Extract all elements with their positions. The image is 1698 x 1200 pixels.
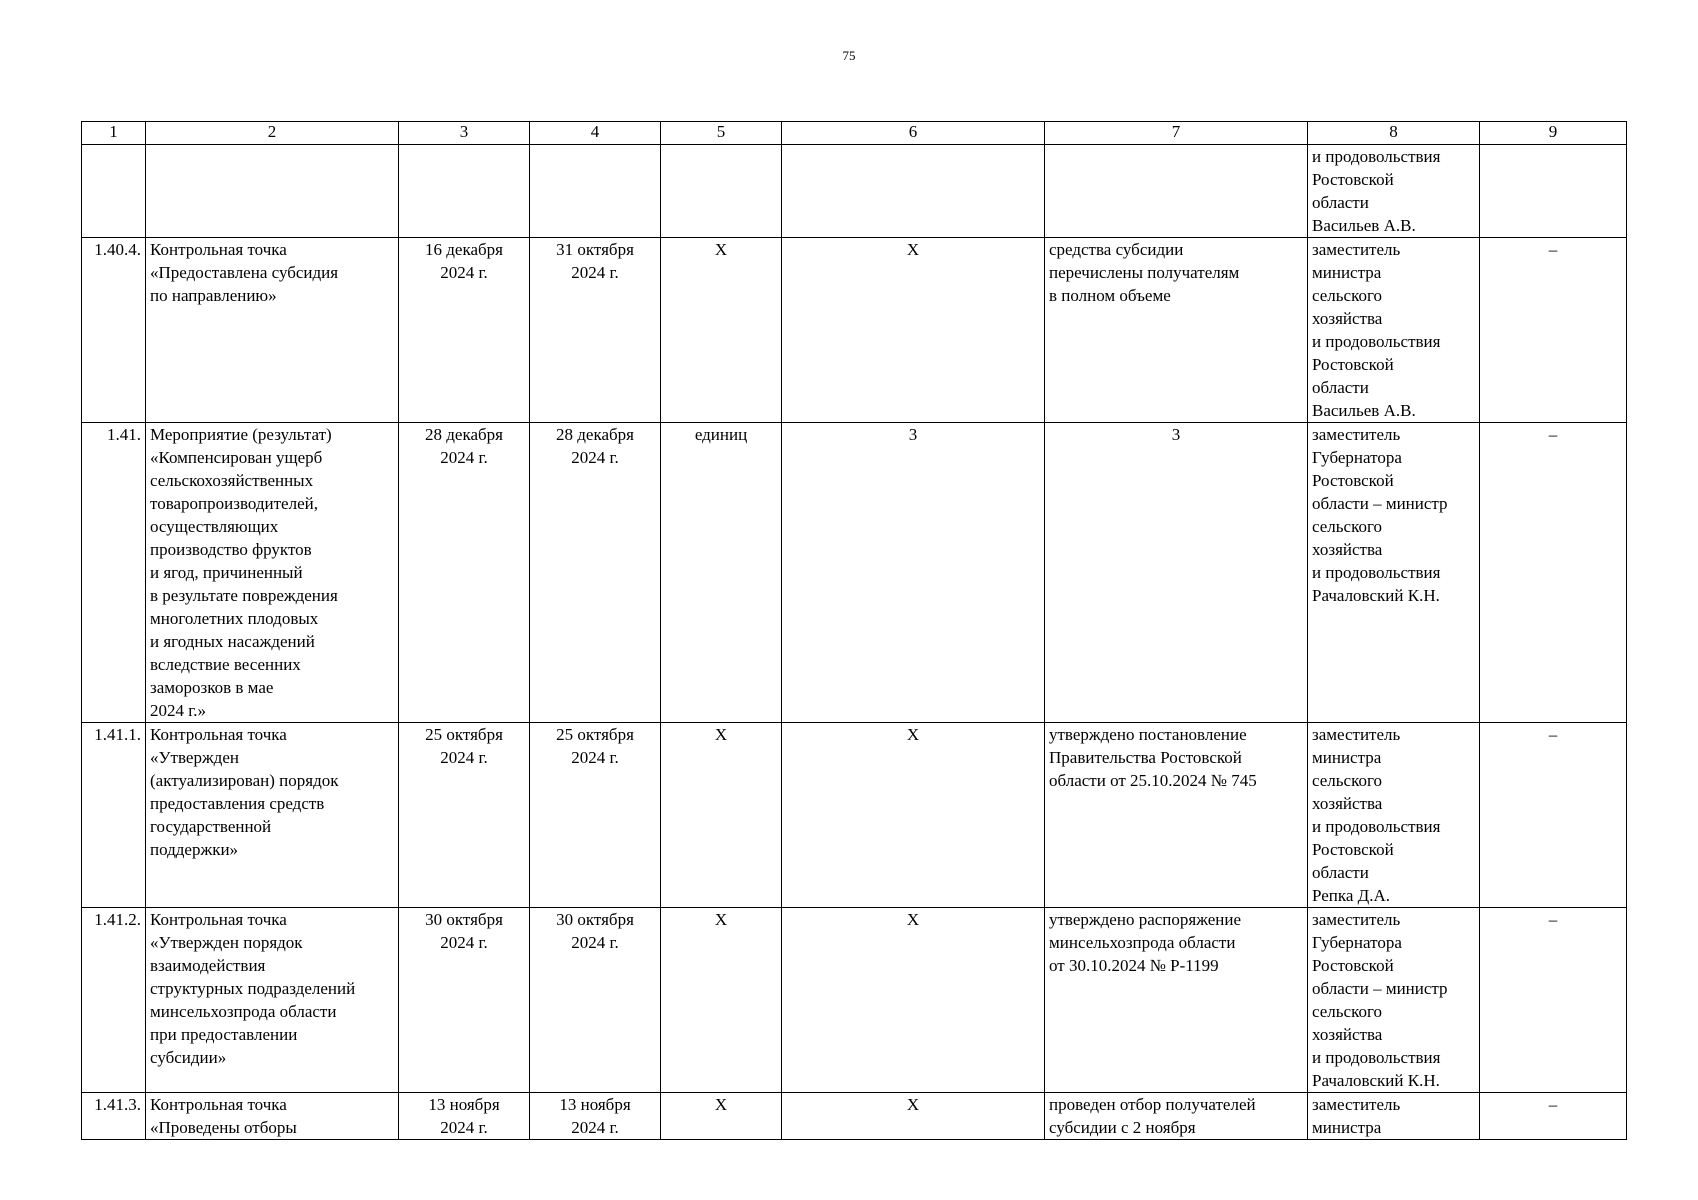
fact-value: утверждено распоряжение минсельхозпрода области от 30.10.2024 № Р-1199 <box>1045 908 1308 1093</box>
responsible: заместитель министра сельского хозяйства и продовольствия Ростовской области Репка Д.А. <box>1308 723 1480 908</box>
plan-value: Х <box>782 908 1045 1093</box>
row-number: 1.41.1. <box>82 723 146 908</box>
unit: Х <box>661 238 782 423</box>
row-number: 1.41.3. <box>82 1093 146 1140</box>
table-row <box>82 1093 1627 1140</box>
column-header: 1 <box>82 122 146 145</box>
fact-value: 3 <box>1045 423 1308 723</box>
plan-value: Х <box>782 238 1045 423</box>
column-header: 2 <box>146 122 399 145</box>
column-header: 8 <box>1308 122 1480 145</box>
responsible: заместитель министра <box>1308 1093 1480 1140</box>
row-number <box>82 145 146 238</box>
fact-date: 25 октября 2024 г. <box>530 723 661 908</box>
plan-value: Х <box>782 1093 1045 1140</box>
note: – <box>1480 423 1627 723</box>
note: – <box>1480 1093 1627 1140</box>
table-row <box>82 723 1627 908</box>
fact-value <box>1045 145 1308 238</box>
responsible: заместитель Губернатора Ростовской области – министр сельского хозяйства и продовольствия Рачаловский К.Н. <box>1308 423 1480 723</box>
column-header: 9 <box>1480 122 1627 145</box>
unit: единиц <box>661 423 782 723</box>
table-row <box>82 238 1627 423</box>
plan-date: 28 декабря 2024 г. <box>399 423 530 723</box>
note: – <box>1480 908 1627 1093</box>
fact-value: проведен отбор получателей субсидии с 2 ноября <box>1045 1093 1308 1140</box>
plan-date: 16 декабря 2024 г. <box>399 238 530 423</box>
plan-date: 13 ноября 2024 г. <box>399 1093 530 1140</box>
item-name: Контрольная точка «Утвержден порядок взаимодействия структурных подразделений минсельхозпрода области при предоставлении субсидии» <box>146 908 399 1093</box>
unit <box>661 145 782 238</box>
plan-date: 30 октября 2024 г. <box>399 908 530 1093</box>
plan-value: Х <box>782 723 1045 908</box>
column-header: 7 <box>1045 122 1308 145</box>
fact-value: средства субсидии перечислены получателям в полном объеме <box>1045 238 1308 423</box>
responsible: заместитель Губернатора Ростовской области – министр сельского хозяйства и продовольствия Рачаловский К.Н. <box>1308 908 1480 1093</box>
column-header: 3 <box>399 122 530 145</box>
table-row <box>82 423 1627 723</box>
item-name: Контрольная точка «Предоставлена субсидия по направлению» <box>146 238 399 423</box>
table-row <box>82 145 1627 238</box>
unit: Х <box>661 1093 782 1140</box>
responsible: и продовольствия Ростовской области Васильев А.В. <box>1308 145 1480 238</box>
unit: Х <box>661 723 782 908</box>
column-header: 4 <box>530 122 661 145</box>
row-number: 1.40.4. <box>82 238 146 423</box>
row-number: 1.41.2. <box>82 908 146 1093</box>
item-name <box>146 145 399 238</box>
plan-date: 25 октября 2024 г. <box>399 723 530 908</box>
fact-value: утверждено постановление Правительства Ростовской области от 25.10.2024 № 745 <box>1045 723 1308 908</box>
plan-value <box>782 145 1045 238</box>
fact-date: 30 октября 2024 г. <box>530 908 661 1093</box>
note <box>1480 145 1627 238</box>
row-number: 1.41. <box>82 423 146 723</box>
plan-table <box>81 121 1627 1140</box>
page-number: 75 <box>842 48 856 63</box>
column-header: 5 <box>661 122 782 145</box>
unit: Х <box>661 908 782 1093</box>
note: – <box>1480 238 1627 423</box>
fact-date <box>530 145 661 238</box>
item-name: Мероприятие (результат) «Компенсирован ущерб сельскохозяйственных товаропроизводителей, осуществляющих производство фруктов и ягод, причиненный в результате повреждения многолетних плодовых и ягодных насаждений вследствие весенних заморозков в мае 2024 г.» <box>146 423 399 723</box>
header-row <box>82 122 1627 145</box>
note: – <box>1480 723 1627 908</box>
fact-date: 31 октября 2024 г. <box>530 238 661 423</box>
item-name: Контрольная точка «Утвержден (актуализирован) порядок предоставления средств государственной поддержки» <box>146 723 399 908</box>
fact-date: 28 декабря 2024 г. <box>530 423 661 723</box>
responsible: заместитель министра сельского хозяйства и продовольствия Ростовской области Васильев А.В. <box>1308 238 1480 423</box>
fact-date: 13 ноября 2024 г. <box>530 1093 661 1140</box>
plan-value: 3 <box>782 423 1045 723</box>
column-header: 6 <box>782 122 1045 145</box>
table-row <box>82 908 1627 1093</box>
item-name: Контрольная точка «Проведены отборы <box>146 1093 399 1140</box>
plan-date <box>399 145 530 238</box>
